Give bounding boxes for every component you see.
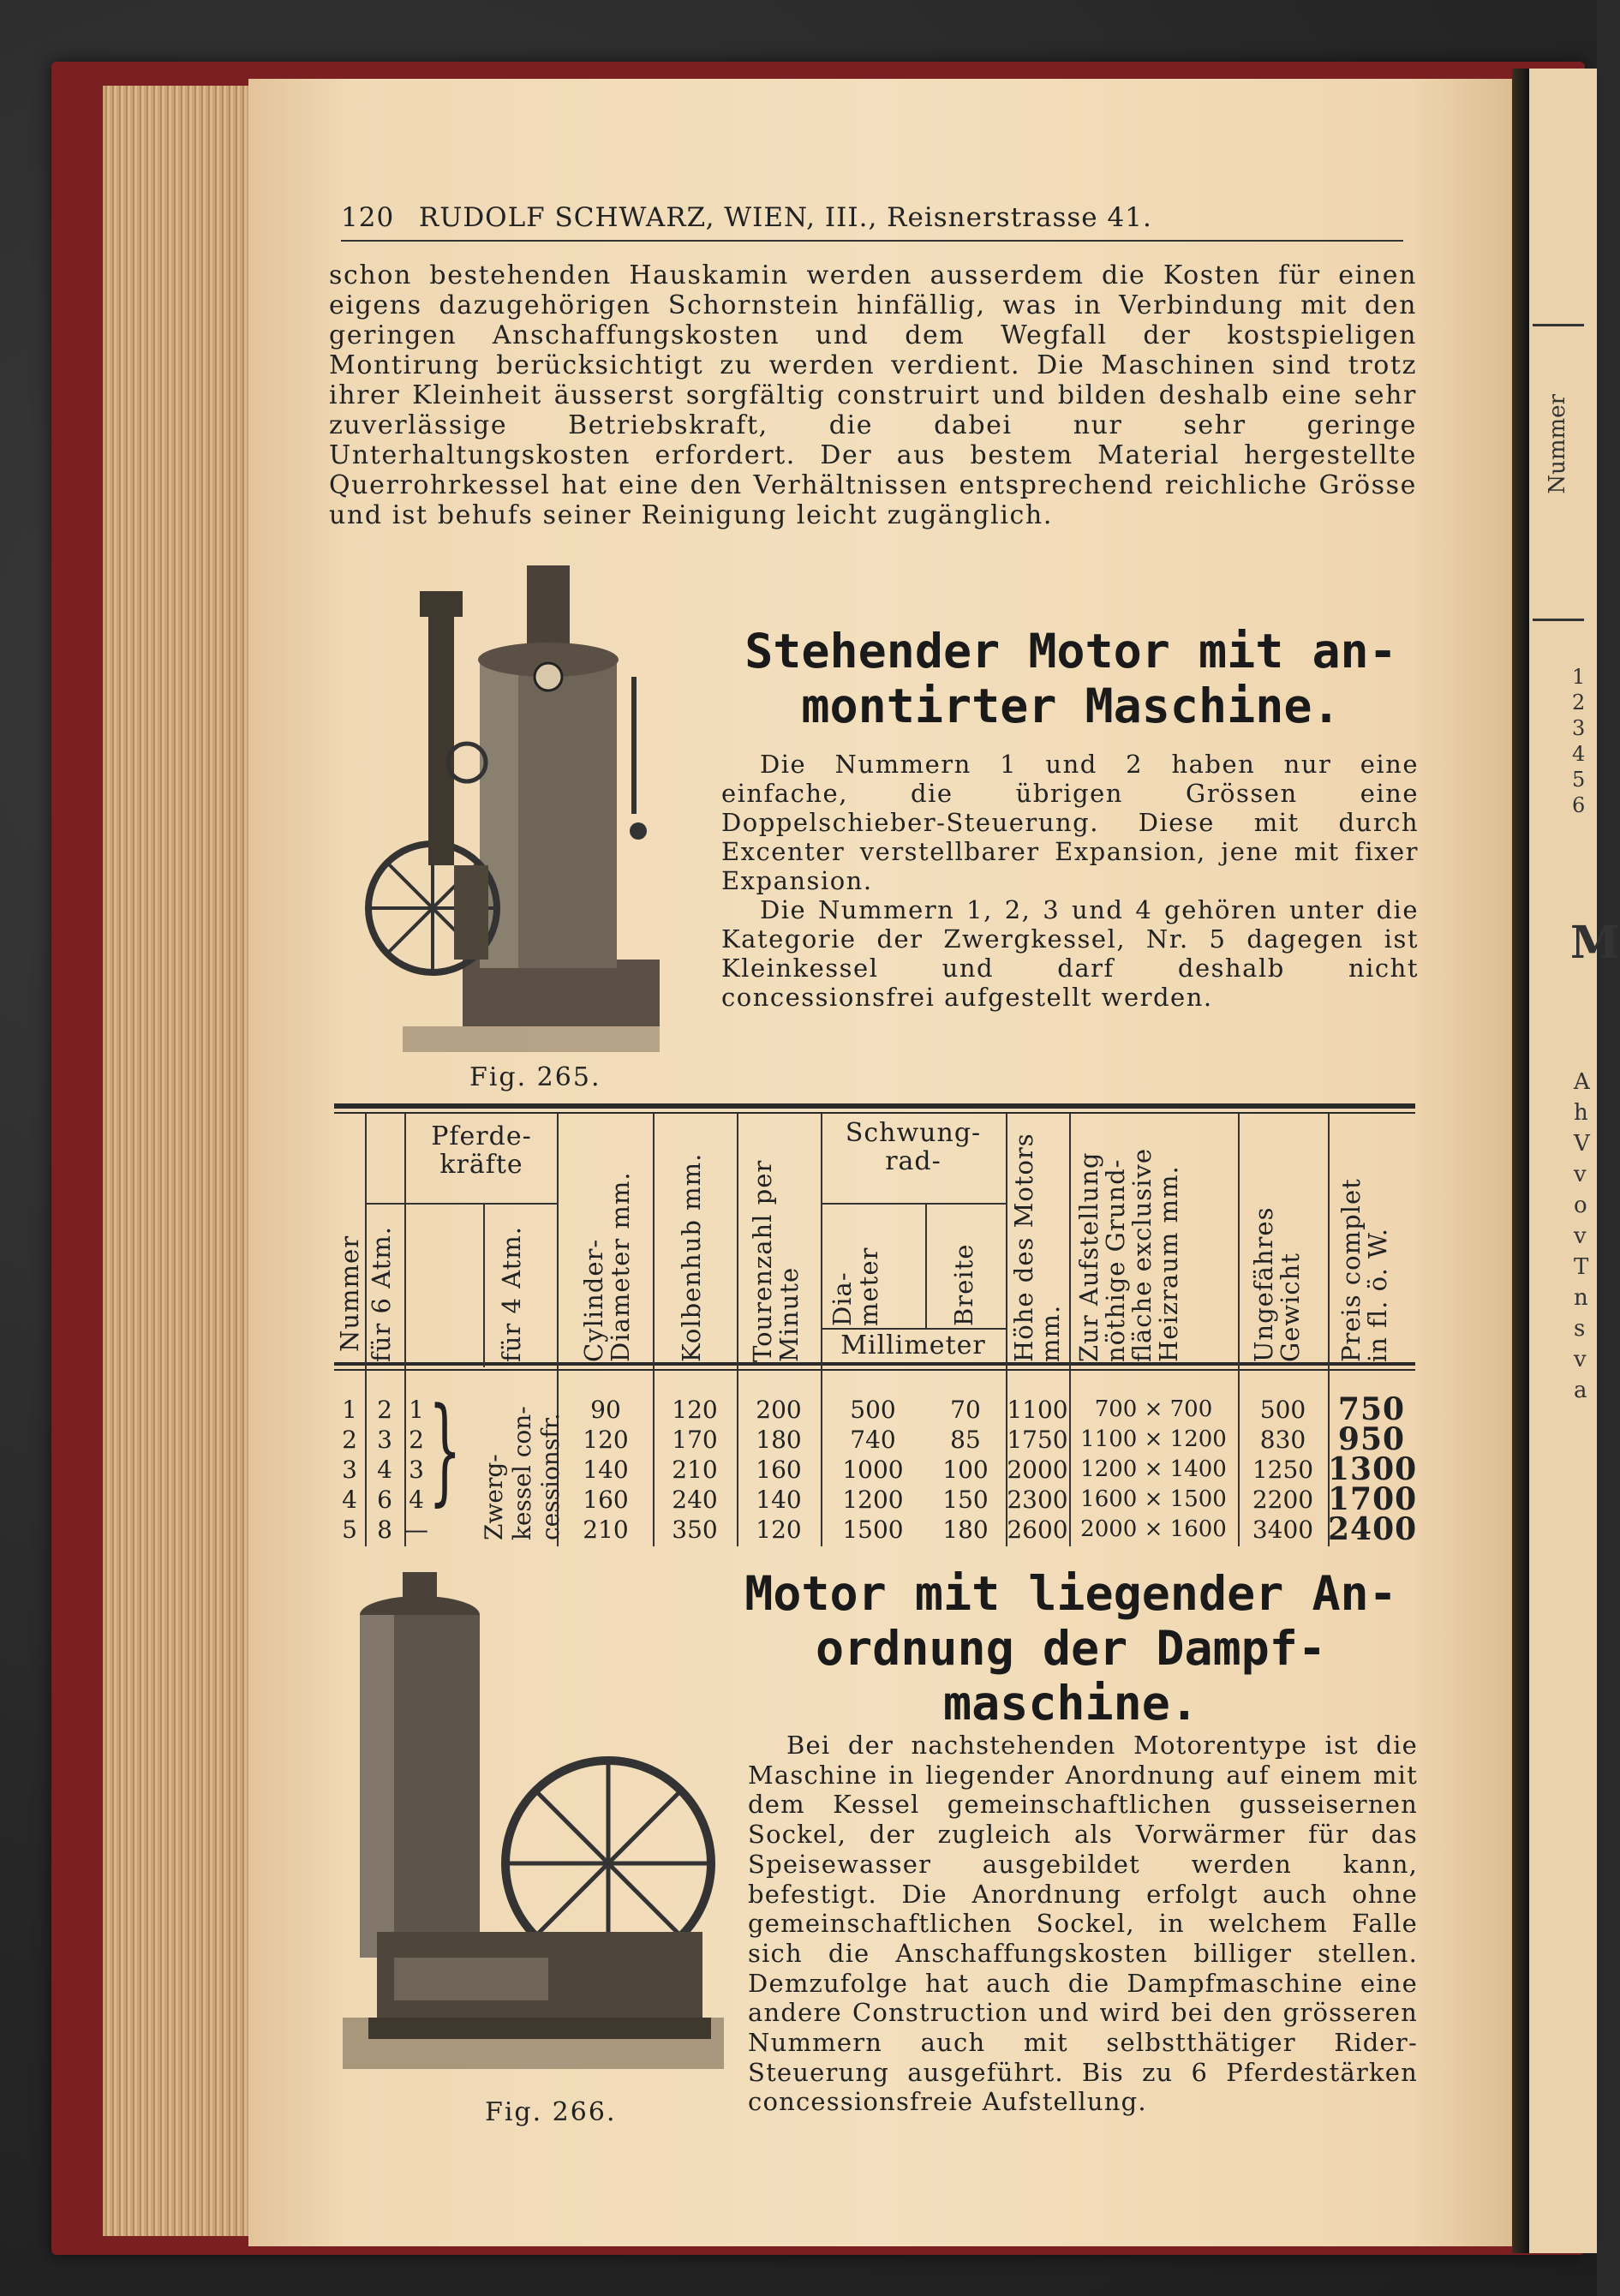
- table-cell: 2: [377, 1396, 392, 1424]
- table-cell: 1750: [1007, 1426, 1068, 1454]
- header-preis: Preis complet in fl. ö. W.: [1336, 1178, 1392, 1362]
- table-cell: 180: [756, 1426, 802, 1454]
- section2-title-line: maschine.: [942, 1676, 1199, 1731]
- column-preis: [1328, 1391, 1418, 1547]
- table-cell: 140: [583, 1456, 629, 1484]
- table-cell: 750: [1337, 1391, 1406, 1427]
- header-cylinder: Cylinder- Diameter mm.: [579, 1171, 635, 1362]
- next-page-margin-letters: [1574, 1067, 1590, 1406]
- table-cell: 950: [1337, 1421, 1406, 1457]
- header-millimeter: Millimeter: [840, 1330, 986, 1360]
- section2-title: [728, 1566, 1414, 1731]
- table-cell: 240: [672, 1486, 718, 1514]
- table-cell: 4: [377, 1456, 392, 1484]
- header-pferdekraefte: Pferde- kräfte: [431, 1121, 532, 1180]
- table-cell: 2600: [1007, 1516, 1068, 1544]
- table-cell: 200: [756, 1396, 802, 1424]
- next-page-rule: [1533, 619, 1584, 621]
- next-page-number: 6: [1572, 793, 1586, 817]
- column-diameter: [821, 1395, 925, 1545]
- table-subheader-line: [365, 1203, 557, 1205]
- next-page-rule: [1533, 324, 1584, 326]
- section1-paragraph: Die Nummern 1 und 2 haben nur eine einfache, die übrigen Grössen eine Doppelschieber-Steuerung. Diese mit durch Excenter verstellbarer Expansion, jene mit fixer Expansion.: [721, 750, 1419, 895]
- next-page-letter: T: [1574, 1254, 1589, 1280]
- table-cell: 160: [756, 1456, 802, 1484]
- table-rule: [334, 1103, 1415, 1109]
- horizontal-engine-illustration: [343, 1555, 724, 2095]
- next-page-letter: h: [1574, 1100, 1588, 1126]
- column-touren: [737, 1395, 821, 1545]
- table-cell: 500: [1259, 1396, 1306, 1424]
- next-page-number: 1: [1572, 665, 1586, 689]
- table-cell: 85: [950, 1426, 981, 1454]
- column-hoehe: [1006, 1395, 1069, 1545]
- table-cell: 2300: [1007, 1486, 1068, 1514]
- next-page-letter: n: [1574, 1285, 1588, 1311]
- next-page-letter: v: [1574, 1347, 1587, 1372]
- header-nummer: Nummer: [335, 1235, 364, 1352]
- table-cell: 1100: [1007, 1396, 1068, 1424]
- section2-title-line: Motor mit liegender An-: [744, 1566, 1397, 1621]
- column-gewicht: [1238, 1395, 1328, 1545]
- table-rule: [334, 1362, 1415, 1366]
- next-page-number: 4: [1572, 742, 1586, 766]
- page-edges: [103, 86, 257, 2236]
- next-page-letter: o: [1574, 1193, 1587, 1218]
- next-page-number: 3: [1572, 716, 1586, 740]
- zwerg-note: Zwerg- kessel con- cessionsfr.: [480, 1406, 565, 1540]
- column-breite: [925, 1395, 1006, 1545]
- table-cell: 1200 × 1400: [1080, 1456, 1227, 1482]
- header-fuer-6-atm: für 6 Atm.: [367, 1226, 396, 1362]
- table-cell: 120: [756, 1516, 802, 1544]
- table-cell: 2000 × 1600: [1080, 1516, 1227, 1542]
- figure-caption-265: Fig. 265.: [469, 1062, 601, 1092]
- table-subheader-line: [821, 1328, 1006, 1330]
- table-rule: [334, 1369, 1415, 1371]
- table-cell: 160: [583, 1486, 629, 1514]
- table-cell: 740: [850, 1426, 896, 1454]
- table-cell: 1250: [1252, 1456, 1314, 1484]
- running-header: [341, 202, 1403, 242]
- table-cell: 180: [942, 1516, 989, 1544]
- section1-paragraph: Die Nummern 1, 2, 3 und 4 gehören unter die Kategorie der Zwergkessel, Nr. 5 dagegen ist Kleinkessel und darf deshalb nicht concessionsfrei aufgestellt werden.: [721, 895, 1419, 1012]
- table-cell: 210: [583, 1516, 629, 1544]
- table-cell: 140: [756, 1486, 802, 1514]
- table-cell: 4: [409, 1486, 424, 1514]
- header-schwungrad: Schwung- rad-: [845, 1118, 982, 1176]
- specification-table: [334, 1103, 1418, 1549]
- intro-paragraph: [329, 260, 1417, 530]
- section2-description: [748, 1731, 1418, 2117]
- header-breite: Breite: [949, 1243, 978, 1326]
- header-diameter: Dia- meter: [828, 1247, 883, 1326]
- intro-text: schon bestehenden Hauskamin werden ausserdem die Kosten für einen eigens dazugehörigen Schornstein hinfällig, was in Verbindung mit den geringen Anschaffungskosten und dem Wegfall der kostspieligen Montirung berücksichtigt zu werden verdient. Die Maschinen sind trotz ihrer Kleinheit äusserst sorgfältig construirt und bilden deshalb eine sehr zuverlässige Betriebskraft, die dabei nur sehr geringe Unterhaltungskosten erfordert. Der aus bestem Material hergestellte Querrohrkessel hat eine den Verhältnissen entsprechend reichliche Grösse und ist behufs seiner Reinigung leicht zugänglich.: [329, 260, 1417, 530]
- header-aufstellung: Zur Aufstellung nöthige Grund- fläche exclusive Heizraum mm.: [1074, 1147, 1183, 1362]
- table-cell: 2200: [1252, 1486, 1314, 1514]
- column-nummer: [334, 1395, 365, 1545]
- vertical-engine-illustration: [351, 557, 711, 1058]
- next-page-letter: v: [1574, 1162, 1587, 1187]
- table-cell: 1: [409, 1396, 424, 1424]
- next-page-number: 2: [1572, 691, 1586, 715]
- table-cell: 700 × 700: [1094, 1396, 1213, 1422]
- header-tourenzahl: Tourenzahl per Minute: [748, 1159, 804, 1362]
- table-cell: —: [404, 1516, 428, 1544]
- table-cell: 830: [1259, 1426, 1306, 1454]
- running-title: RUDOLF SCHWARZ, WIEN, III., Reisnerstrasse 41.: [418, 202, 1152, 233]
- next-page-number: 5: [1572, 768, 1586, 792]
- column-kolbenhub: [653, 1395, 737, 1545]
- table-cell: 2000: [1007, 1456, 1068, 1484]
- zwerg-brace: }: [428, 1383, 462, 1517]
- table-cell: 4: [342, 1486, 357, 1514]
- section2-title-line: ordnung der Dampf-: [815, 1621, 1327, 1676]
- table-cell: 8: [377, 1516, 392, 1544]
- column-flaeche: [1069, 1395, 1238, 1545]
- next-page-letter: v: [1574, 1223, 1587, 1249]
- table-cell: 2: [342, 1426, 357, 1454]
- table-cell: 3: [377, 1426, 392, 1454]
- table-cell: 120: [583, 1426, 629, 1454]
- next-page-heading-letter: M: [1570, 917, 1620, 969]
- section1-description: [721, 750, 1419, 1012]
- table-cell: 3400: [1252, 1516, 1314, 1544]
- table-subcolumn-line: [925, 1205, 927, 1329]
- table-cell: 2: [409, 1426, 424, 1454]
- table-cell: 2400: [1328, 1511, 1418, 1547]
- table-cell: 70: [950, 1396, 981, 1424]
- section1-title: [728, 624, 1414, 733]
- column-ps4: [404, 1395, 428, 1545]
- table-cell: 1600 × 1500: [1080, 1486, 1227, 1512]
- next-page-label: Nummer: [1545, 394, 1570, 494]
- book-gutter: [1512, 69, 1529, 2253]
- next-page-numbers: [1572, 664, 1585, 818]
- header-hoehe: Höhe des Motors mm.: [1009, 1133, 1065, 1362]
- section2-paragraph: Bei der nachstehenden Motorentype ist die Maschine in liegender Anordnung auf einem mit dem Kessel gemeinschaftlichen gusseisernen Sockel, der zugleich als Vorwärmer für das Speisewasser ausgebildet werden kann, befestigt. Die Anordnung erfolgt auch ohne gemeinschaftlichen Sockel, in welchem Falle sich die Anschaffungskosten billiger stellen. Demzufolge hat auch die Dampfmaschine eine andere Construction und wird bei den grösseren Nummern auch mit selbstthätiger Rider-Steuerung ausgeführt. Bis zu 6 Pferdestärken concessionsfreie Aufstellung.: [748, 1731, 1418, 2117]
- table-subheader-line: [821, 1203, 1006, 1205]
- table-cell: 100: [942, 1456, 989, 1484]
- table-cell: 1700: [1328, 1481, 1418, 1517]
- column-ps6: [365, 1395, 404, 1545]
- table-cell: 1500: [842, 1516, 904, 1544]
- next-page-letter: a: [1574, 1378, 1587, 1403]
- table-cell: 6: [377, 1486, 392, 1514]
- next-page-letter: V: [1574, 1131, 1590, 1157]
- table-cell: 1100 × 1200: [1080, 1426, 1227, 1452]
- figure-caption-266: Fig. 266.: [485, 2097, 617, 2127]
- column-cylinder: [559, 1395, 653, 1545]
- next-page-letter: s: [1574, 1316, 1586, 1342]
- table-cell: 210: [672, 1456, 718, 1484]
- table-cell: 500: [850, 1396, 896, 1424]
- section1-title-line: montirter Maschine.: [801, 679, 1341, 733]
- table-cell: 3: [342, 1456, 357, 1484]
- next-page-letter: A: [1574, 1069, 1590, 1095]
- table-cell: 5: [342, 1516, 357, 1544]
- table-cell: 150: [942, 1486, 989, 1514]
- table-cell: 90: [590, 1396, 621, 1424]
- table-cell: 350: [672, 1516, 718, 1544]
- table-cell: 3: [409, 1456, 424, 1484]
- table-cell: 1300: [1328, 1451, 1418, 1487]
- header-fuer-4-atm: für 4 Atm.: [497, 1226, 526, 1362]
- section1-title-line: Stehender Motor mit an-: [744, 624, 1397, 679]
- table-cell: 1200: [842, 1486, 904, 1514]
- header-gewicht: Ungefähres Gewicht: [1249, 1206, 1305, 1362]
- table-cell: 1: [342, 1396, 357, 1424]
- table-cell: 1000: [842, 1456, 904, 1484]
- header-kolbenhub: Kolbenhub mm.: [677, 1152, 706, 1362]
- table-rule: [334, 1112, 1415, 1114]
- table-cell: 170: [672, 1426, 718, 1454]
- table-cell: 120: [672, 1396, 718, 1424]
- table-subcolumn-line: [483, 1205, 485, 1367]
- page-number: 120: [341, 202, 395, 233]
- next-page-sliver: [1529, 69, 1620, 2253]
